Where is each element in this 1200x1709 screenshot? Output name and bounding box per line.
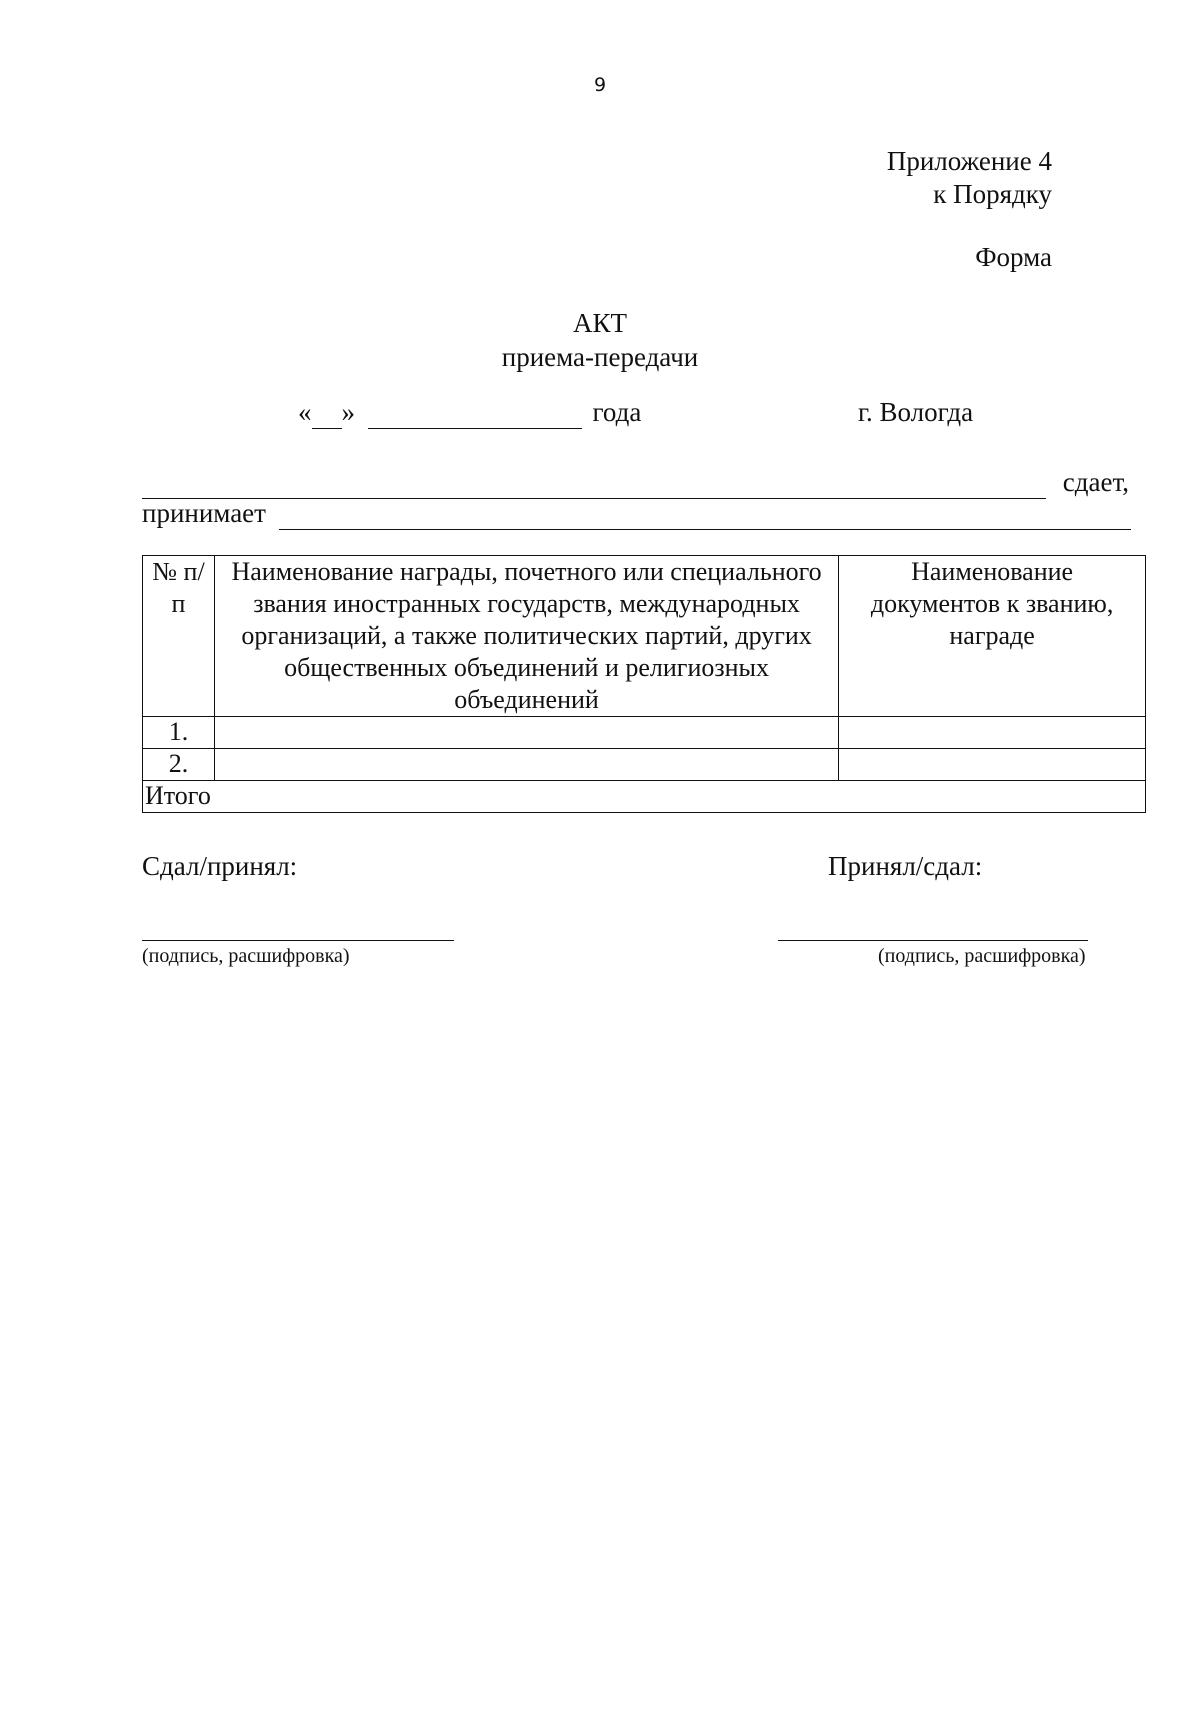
year-word: года [592,397,642,427]
month-blank[interactable] [368,397,582,429]
giver-label: сдает, [1062,467,1129,497]
row-number: 1. [143,717,215,749]
date-quote-open: « [298,397,312,427]
left-signature-caption: (подпись, расшифровка) [142,945,350,967]
receiver-row [142,498,1131,530]
date-field [298,397,641,429]
appendix-line-2: к Порядку [933,179,1052,209]
right-signature-caption: (подпись, расшифровка) [878,945,1086,967]
giver-blank[interactable] [142,467,1046,499]
header-number: № п/п [143,556,215,717]
form-label: Форма [975,242,1052,272]
giver-row [142,467,1129,499]
row-documents[interactable] [839,717,1146,749]
header-award-name: Наименование награды, почетного или специального звания иностранных государств, международных организаций, а также политических партий, других общественных объединений и религиозных объединений [214,556,838,717]
row-award-name[interactable] [214,749,838,781]
left-signature-label: Сдал/принял: [142,851,298,881]
left-signature-line[interactable] [142,940,454,941]
table-header-row [143,556,1146,717]
row-number: 2. [143,749,215,781]
items-table [142,555,1146,813]
document-title [0,306,1200,374]
row-documents[interactable] [839,749,1146,781]
receiver-blank[interactable] [279,498,1131,530]
city: г. Вологда [858,397,974,427]
title-line-2: приема-передачи [501,342,699,372]
appendix-reference [887,145,1052,211]
receiver-label: принимает [142,498,266,528]
table-total-row [143,781,1146,813]
header-documents: Наименование документов к званию, награде [839,556,1146,717]
table-row [143,749,1146,781]
date-quote-close: » [341,397,355,427]
total-label: Итого [143,781,1146,813]
row-award-name[interactable] [214,717,838,749]
right-signature-label: Принял/сдал: [828,851,983,881]
page-number: 9 [593,74,607,96]
table-row [143,717,1146,749]
day-blank[interactable] [312,397,342,429]
appendix-line-1: Приложение 4 [886,146,1052,176]
title-line-1: АКТ [573,308,627,338]
right-signature-line[interactable] [778,940,1088,941]
